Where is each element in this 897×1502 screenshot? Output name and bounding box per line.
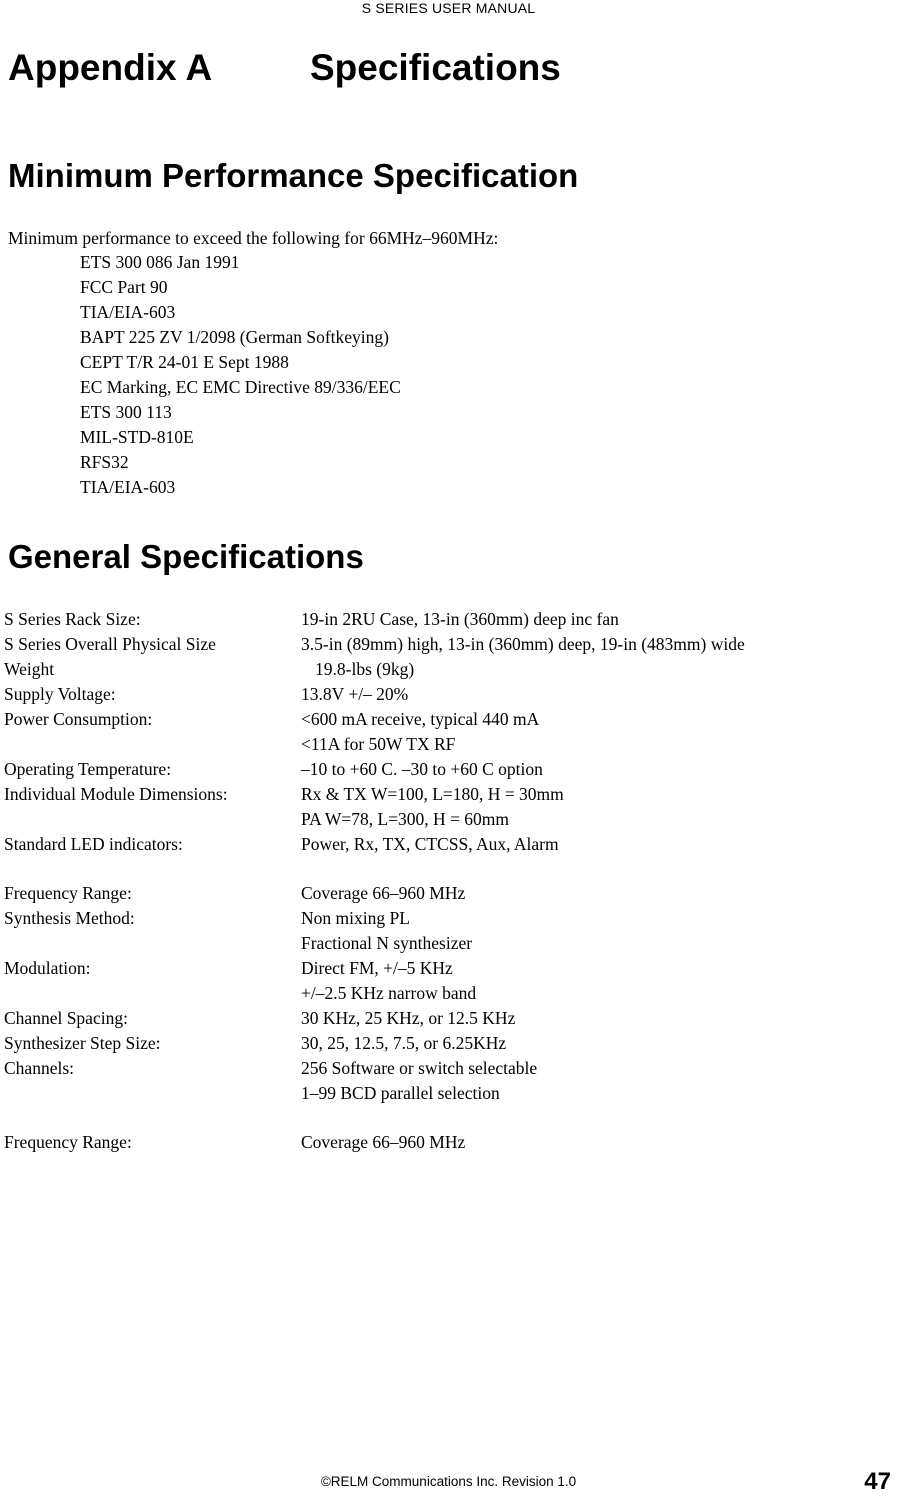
spec-value: –10 to +60 C. –30 to +60 C option <box>301 759 543 779</box>
spec-values <box>301 682 408 707</box>
spec-value: 1–99 BCD parallel selection <box>301 1083 500 1103</box>
page-footer <box>0 1466 897 1496</box>
specifications-table <box>4 607 745 1155</box>
spec-values <box>301 1130 465 1155</box>
spec-label: Synthesis Method: <box>4 908 135 928</box>
standard-item: RFS32 <box>80 452 129 472</box>
spec-row-frequency-range-2 <box>4 1130 745 1155</box>
spec-row-step-size <box>4 1031 745 1056</box>
spec-row-rack-size <box>4 607 745 632</box>
running-header: S SERIES USER MANUAL <box>361 0 536 16</box>
appendix-title <box>8 44 561 92</box>
footer-copyright: ©RELM Communications Inc. Revision 1.0 <box>320 1474 577 1489</box>
spec-label: Individual Module Dimensions: <box>4 784 228 804</box>
spec-value: 13.8V +/– 20% <box>301 684 409 704</box>
spec-values <box>301 757 543 782</box>
spec-values <box>301 1056 537 1106</box>
standard-item: ETS 300 113 <box>80 402 172 422</box>
spec-label: Weight <box>4 659 55 679</box>
spec-value: 256 Software or switch selectable <box>301 1058 538 1078</box>
standard-item: TIA/EIA-603 <box>80 302 176 322</box>
spec-row-power-consumption <box>4 707 745 757</box>
spec-value: +/–2.5 KHz narrow band <box>301 983 477 1003</box>
standard-item: MIL-STD-810E <box>80 427 194 447</box>
standard-item: EC Marking, EC EMC Directive 89/336/EEC <box>80 377 401 397</box>
spec-values <box>301 956 476 1006</box>
spec-values <box>301 632 745 657</box>
spec-values <box>301 832 559 857</box>
minimum-performance-heading: Minimum Performance Specification <box>8 157 579 194</box>
spec-label: Channels: <box>4 1058 74 1078</box>
spec-label: S Series Rack Size: <box>4 609 141 629</box>
spec-value: 19.8-lbs (9kg) <box>315 659 415 679</box>
spec-row-physical-size <box>4 632 745 657</box>
spec-row-operating-temperature <box>4 757 745 782</box>
spec-value: Non mixing PL <box>301 908 410 928</box>
standard-item: CEPT T/R 24-01 E Sept 1988 <box>80 352 289 372</box>
spec-label: Modulation: <box>4 958 91 978</box>
spec-label: S Series Overall Physical Size <box>4 634 216 654</box>
spec-row-frequency-range <box>4 881 745 906</box>
standard-item: ETS 300 086 Jan 1991 <box>80 252 240 272</box>
spec-values <box>301 657 414 682</box>
spec-label: Frequency Range: <box>4 883 132 903</box>
spec-label: Frequency Range: <box>4 1132 132 1152</box>
appendix-heading: Specifications <box>310 47 561 88</box>
spec-value: Direct FM, +/–5 KHz <box>301 958 453 978</box>
spec-value: 19-in 2RU Case, 13-in (360mm) deep inc fan <box>301 609 619 629</box>
spec-row-led-indicators <box>4 832 745 857</box>
spec-label: Standard LED indicators: <box>4 834 183 854</box>
spec-values <box>301 1031 506 1056</box>
spec-label: Power Consumption: <box>4 709 153 729</box>
spec-row-channel-spacing <box>4 1006 745 1031</box>
spec-value: Coverage 66–960 MHz <box>301 1132 466 1152</box>
spec-value: 30, 25, 12.5, 7.5, or 6.25KHz <box>301 1033 507 1053</box>
general-specifications-heading: General Specifications <box>8 538 364 575</box>
spec-label: Synthesizer Step Size: <box>4 1033 161 1053</box>
spec-row-channels <box>4 1056 745 1106</box>
spec-value: Rx & TX W=100, L=180, H = 30mm <box>301 784 564 804</box>
standard-item: BAPT 225 ZV 1/2098 (German Softkeying) <box>80 327 389 347</box>
standards-list <box>80 250 401 500</box>
spec-value: 3.5-in (89mm) high, 13-in (360mm) deep, 19-in (483mm) wide <box>301 634 745 654</box>
spec-row-synthesis-method <box>4 906 745 956</box>
spec-label: Operating Temperature: <box>4 759 172 779</box>
spec-value: <600 mA receive, typical 440 mA <box>301 709 540 729</box>
minimum-performance-intro: Minimum performance to exceed the following for 66MHz–960MHz: <box>8 228 499 248</box>
spec-value: 30 KHz, 25 KHz, or 12.5 KHz <box>301 1008 516 1028</box>
appendix-label: Appendix A <box>8 47 213 88</box>
spec-label: Supply Voltage: <box>4 684 116 704</box>
spec-values <box>301 607 619 632</box>
spec-row-modulation <box>4 956 745 1006</box>
spec-row-supply-voltage <box>4 682 745 707</box>
page-number: 47 <box>864 1468 891 1495</box>
spec-row-weight <box>4 657 745 682</box>
spec-values <box>301 707 539 757</box>
spec-values <box>301 881 465 906</box>
spec-value: Fractional N synthesizer <box>301 933 473 953</box>
spec-values <box>301 1006 515 1031</box>
spec-value: Coverage 66–960 MHz <box>301 883 466 903</box>
standard-item: FCC Part 90 <box>80 277 168 297</box>
spec-label: Channel Spacing: <box>4 1008 128 1028</box>
spec-value: PA W=78, L=300, H = 60mm <box>301 809 510 829</box>
standard-item: TIA/EIA-603 <box>80 477 176 497</box>
spec-row-module-dimensions <box>4 782 745 832</box>
spec-values <box>301 782 564 832</box>
spec-value: <11A for 50W TX RF <box>301 734 456 754</box>
spec-value: Power, Rx, TX, CTCSS, Aux, Alarm <box>301 834 559 854</box>
spec-values <box>301 906 472 956</box>
